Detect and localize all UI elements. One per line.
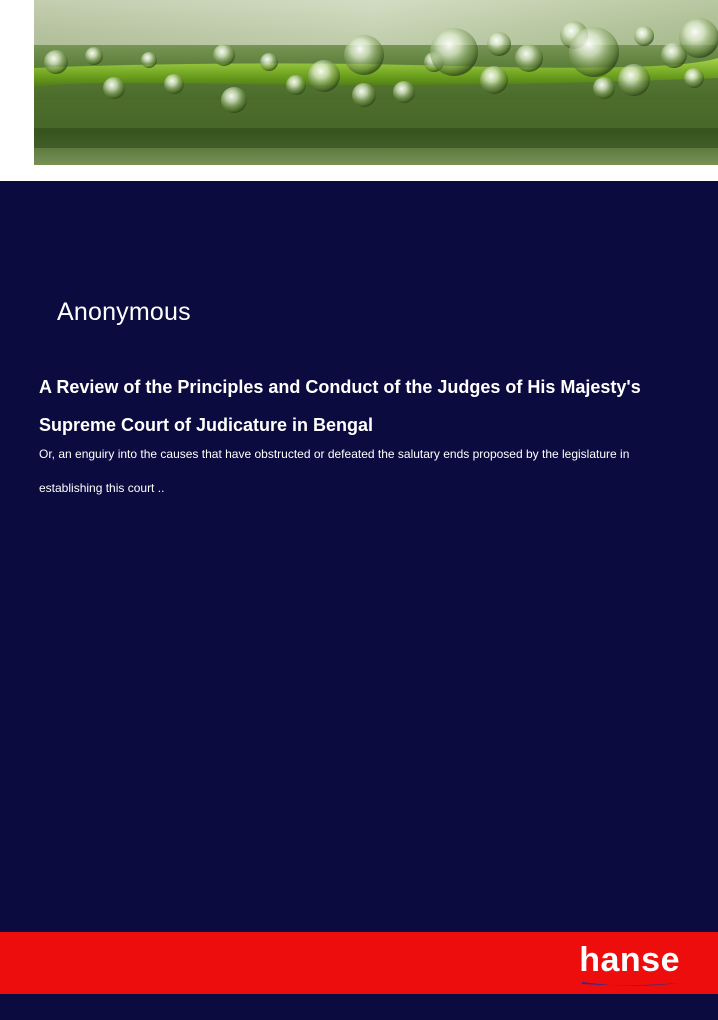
droplets-illustration — [34, 0, 718, 165]
cover-photo-water-droplets-on-grass — [34, 0, 718, 165]
book-subtitle: Or, an enguiry into the causes that have obstructed or defeated the salutary ends proposed by the legislature in establishing this court .. — [39, 447, 630, 495]
publisher-logo-swoosh — [580, 980, 682, 988]
author-name: Anonymous — [57, 298, 191, 326]
publisher-logo: hanse — [579, 941, 680, 979]
publisher-band — [0, 932, 718, 994]
book-title: A Review of the Principles and Conduct of the Judges of His Majesty's Supreme Court of Judicature in Bengal — [39, 377, 641, 435]
cover-background — [0, 181, 718, 932]
bottom-strip — [0, 994, 718, 1020]
